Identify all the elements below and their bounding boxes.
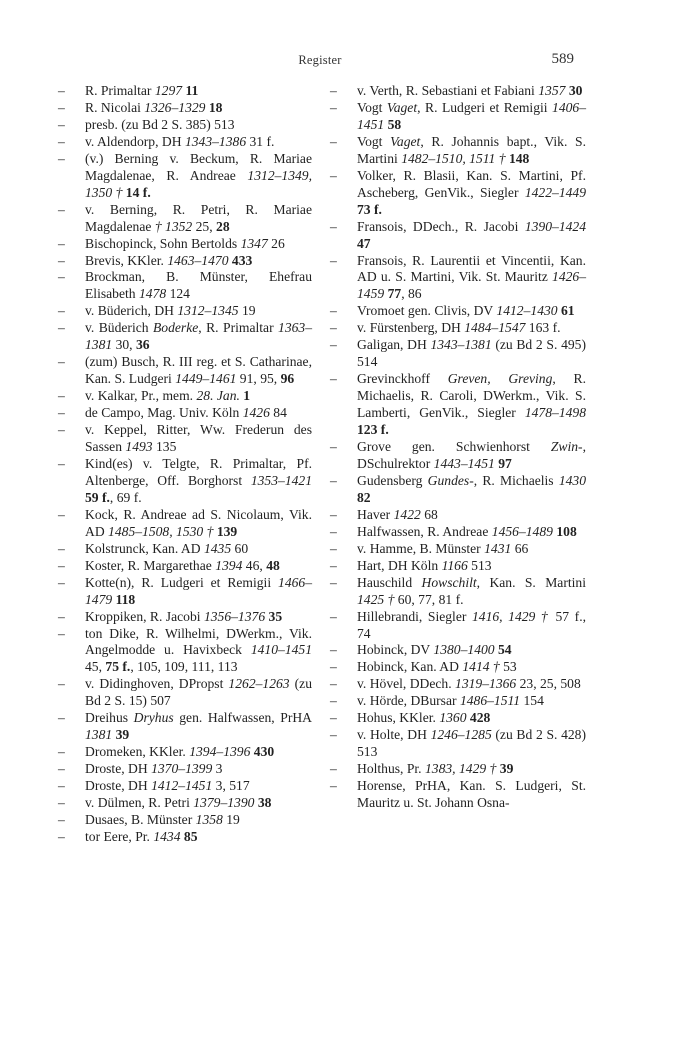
index-entry: – ton Dike, R. Wilhelmi, DWerkm., Vik. Angelmodde u. Havixbeck 1410–1451 45, 75 f., 105, 109, 111, 113 bbox=[58, 626, 312, 677]
index-entry: – R. Primaltar 1297 11 bbox=[58, 83, 312, 100]
index-entry: – Kolstrunck, Kan. AD 1435 60 bbox=[58, 541, 312, 558]
index-entry: – v. Hamme, B. Münster 1431 66 bbox=[330, 541, 586, 558]
index-entry: – v. Kalkar, Pr., mem. 28. Jan. 1 bbox=[58, 388, 312, 405]
index-column-left bbox=[58, 83, 312, 846]
index-entry: – Vogt Vaget, R. Ludgeri et Remigii 1406–1451 58 bbox=[330, 100, 586, 134]
index-entry: – v. Aldendorp, DH 1343–1386 31 f. bbox=[58, 134, 312, 151]
index-entry: – (zum) Busch, R. III reg. et S. Catharinae, Kan. S. Ludgeri 1449–1461 91, 95, 96 bbox=[58, 354, 312, 388]
index-entry: – Fransois, R. Laurentii et Vincentii, Kan. AD u. S. Martini, Vik. St. Mauritz 1426–1459 77, 86 bbox=[330, 253, 586, 304]
index-entry: – Hauschild Howschilt, Kan. S. Martini 1425 † 60, 77, 81 f. bbox=[330, 575, 586, 609]
index-entry: – Vromoet gen. Clivis, DV 1412–1430 61 bbox=[330, 303, 586, 320]
index-entry: – Koster, R. Margarethae 1394 46, 48 bbox=[58, 558, 312, 575]
index-entry: – v. Hövel, DDech. 1319–1366 23, 25, 508 bbox=[330, 676, 586, 693]
index-entry: – v. Holte, DH 1246–1285 (zu Bd 2 S. 428) 513 bbox=[330, 727, 586, 761]
index-entry: – Brevis, KKler. 1463–1470 433 bbox=[58, 253, 312, 270]
index-entry: – Vogt Vaget, R. Johannis bapt., Vik. S. Martini 1482–1510, 1511 † 148 bbox=[330, 134, 586, 168]
index-entry: – Gudensberg Gundes-, R. Michaelis 1430 82 bbox=[330, 473, 586, 507]
index-entry: – R. Nicolai 1326–1329 18 bbox=[58, 100, 312, 117]
index-entry: – Dreihus Dryhus gen. Halfwassen, PrHA 1381 39 bbox=[58, 710, 312, 744]
index-entry: – Hobinck, Kan. AD 1414 † 53 bbox=[330, 659, 586, 676]
index-entry: – v. Keppel, Ritter, Ww. Frederun des Sassen 1493 135 bbox=[58, 422, 312, 456]
index-entry: – Fransois, DDech., R. Jacobi 1390–1424 47 bbox=[330, 219, 586, 253]
index-entry: – v. Fürstenberg, DH 1484–1547 163 f. bbox=[330, 320, 586, 337]
index-entry: – Droste, DH 1412–1451 3, 517 bbox=[58, 778, 312, 795]
index-entry: – Hobinck, DV 1380–1400 54 bbox=[330, 642, 586, 659]
index-entry: – Galigan, DH 1343–1381 (zu Bd 2 S. 495) 514 bbox=[330, 337, 586, 371]
index-entry: – v. Büderich, DH 1312–1345 19 bbox=[58, 303, 312, 320]
index-entry: – Grevinckhoff Greven, Greving, R. Michaelis, R. Caroli, DWerkm., Vik. S. Lamberti, GenVik., Siegler 1478–1498 123 f. bbox=[330, 371, 586, 439]
index-entry: – v. Büderich Boderke, R. Primaltar 1363–1381 30, 36 bbox=[58, 320, 312, 354]
index-entry: – Kock, R. Andreae ad S. Nicolaum, Vik. AD 1485–1508, 1530 † 139 bbox=[58, 507, 312, 541]
index-entry: – v. Verth, R. Sebastiani et Fabiani 1357 30 bbox=[330, 83, 586, 100]
index-entry: – (v.) Berning v. Beckum, R. Mariae Magdalenae, R. Andreae 1312–1349, 1350 † 14 f. bbox=[58, 151, 312, 202]
index-entry: – Haver 1422 68 bbox=[330, 507, 586, 524]
index-entry: – Kotte(n), R. Ludgeri et Remigii 1466–1479 118 bbox=[58, 575, 312, 609]
index-entry: – Droste, DH 1370–1399 3 bbox=[58, 761, 312, 778]
index-entry: – Halfwassen, R. Andreae 1456–1489 108 bbox=[330, 524, 586, 541]
index-entry: – Kind(es) v. Telgte, R. Primaltar, Pf. Altenberge, Off. Borghorst 1353–1421 59 f., 69 f. bbox=[58, 456, 312, 507]
index-column-right bbox=[330, 83, 586, 812]
index-entry: – v. Dülmen, R. Petri 1379–1390 38 bbox=[58, 795, 312, 812]
index-entry: – Dromeken, KKler. 1394–1396 430 bbox=[58, 744, 312, 761]
index-entry: – Horense, PrHA, Kan. S. Ludgeri, St. Mauritz u. St. Johann Osna- bbox=[330, 778, 586, 812]
index-entry: – Holthus, Pr. 1383, 1429 † 39 bbox=[330, 761, 586, 778]
index-entry: – v. Berning, R. Petri, R. Mariae Magdalenae † 1352 25, 28 bbox=[58, 202, 312, 236]
index-entry: – presb. (zu Bd 2 S. 385) 513 bbox=[58, 117, 312, 134]
index-entry: – Hart, DH Köln 1166 513 bbox=[330, 558, 586, 575]
index-entry: – tor Eere, Pr. 1434 85 bbox=[58, 829, 312, 846]
index-entry: – Hohus, KKler. 1360 428 bbox=[330, 710, 586, 727]
running-header-title: Register bbox=[298, 53, 342, 67]
index-entry: – Dusaes, B. Münster 1358 19 bbox=[58, 812, 312, 829]
index-entry: – Bischopinck, Sohn Bertolds 1347 26 bbox=[58, 236, 312, 253]
page-number: 589 bbox=[551, 51, 574, 67]
index-entry: – v. Didinghoven, DPropst 1262–1263 (zu Bd 2 S. 15) 507 bbox=[58, 676, 312, 710]
index-entry: – Volker, R. Blasii, Kan. S. Martini, Pf. Ascheberg, GenVik., Siegler 1422–1449 73 f. bbox=[330, 168, 586, 219]
index-entry: – Kroppiken, R. Jacobi 1356–1376 35 bbox=[58, 609, 312, 626]
index-entry: – Hillebrandi, Siegler 1416, 1429 † 57 f., 74 bbox=[330, 609, 586, 643]
index-entry: – de Campo, Mag. Univ. Köln 1426 84 bbox=[58, 405, 312, 422]
index-entry: – v. Hörde, DBursar 1486–1511 154 bbox=[330, 693, 586, 710]
index-entry: – Grove gen. Schwienhorst Zwin-, DSchulrektor 1443–1451 97 bbox=[330, 439, 586, 473]
index-entry: – Brockman, B. Münster, Ehefrau Elisabeth 1478 124 bbox=[58, 269, 312, 303]
